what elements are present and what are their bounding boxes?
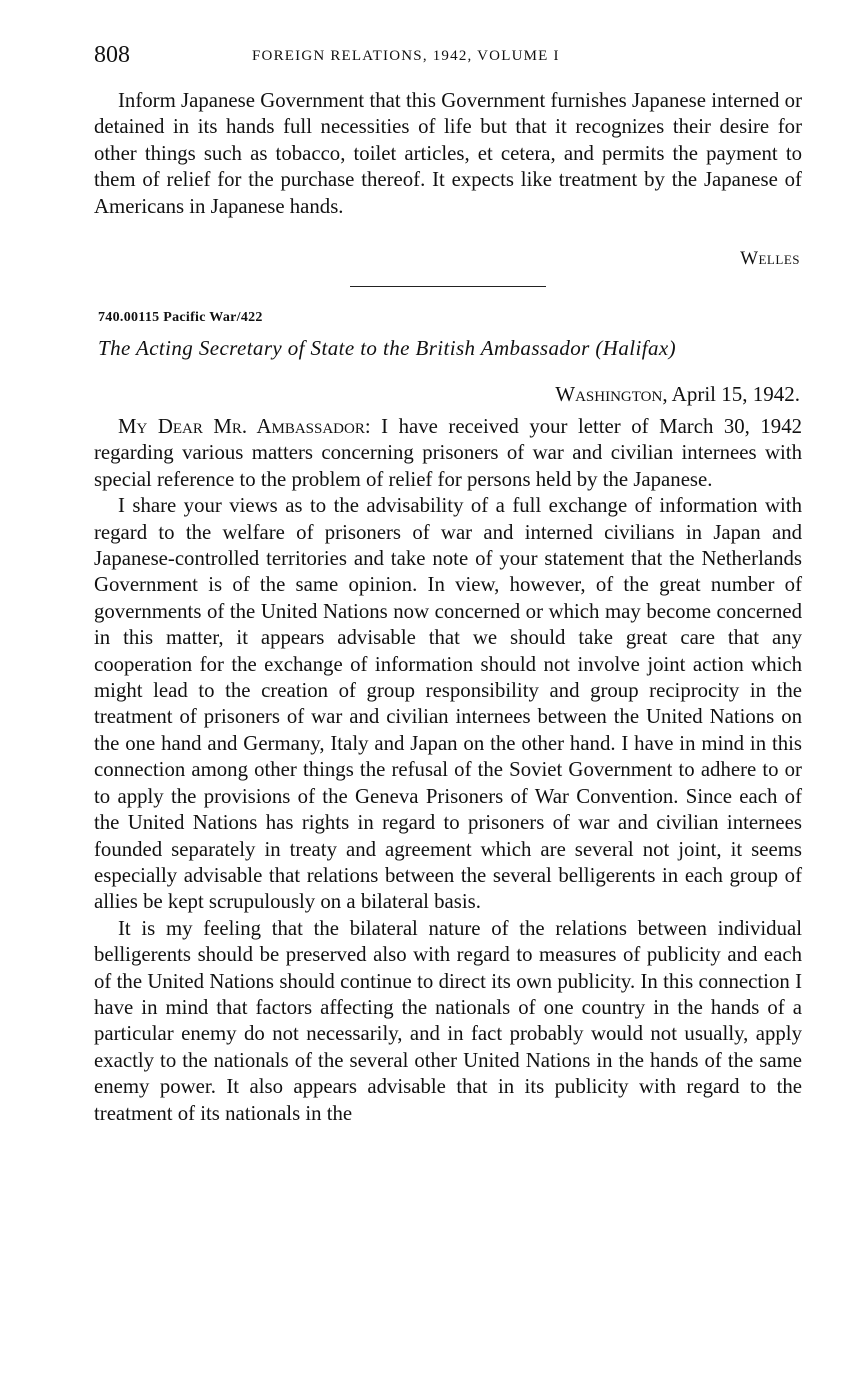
letter-paragraph-3: It is my feeling that the bilateral nature of the relations between individual belligerents should be preserved also with regard to measures of publicity and each of the United Nations should continue to direct its own publicity. In this connection I have in mind that factors affecting the nationals of one country in the hands of a particular enemy do not necessarily, and in fact probably would not usually, apply exactly to the nationals of the several other United Nations in the hands of the same enemy power. It also appears advisable that in its publicity with regard to the treatment of its nationals in the <box>94 916 802 1125</box>
page-number: 808 <box>94 42 130 68</box>
salutation: My Dear Mr. Ambassador: <box>118 415 371 438</box>
document-file-number: 740.00115 Pacific War/422 <box>98 310 263 325</box>
page-header <box>94 42 802 70</box>
dateline <box>555 382 800 407</box>
letter-paragraph-1 <box>94 414 802 493</box>
previous-document-closing-paragraph: Inform Japanese Government that this Government furnishes Japanese interned or detained in its hands full necessities of life but that it recognizes their desire for other things such as tobacco, toilet articles, et cetera, and permits the payment to them of relief for the purchase thereof. It expects like treatment by the Japanese of Americans in Japanese hands. <box>94 89 802 218</box>
letter-paragraph-1-text: I have received your letter of March 30, 1942 regarding various matters concerning prisoners of war and civilian internees with special reference to the problem of relief for persons held by the Japanese. <box>94 415 802 491</box>
dateline-place: Washington <box>555 382 663 406</box>
letter-body <box>94 414 802 1127</box>
document-title: The Acting Secretary of State to the British Ambassador (Halifax) <box>98 336 676 360</box>
dateline-date: , April 15, 1942. <box>662 382 800 406</box>
signature: Welles <box>740 248 800 269</box>
section-divider <box>350 286 546 287</box>
running-head: FOREIGN RELATIONS, 1942, VOLUME I <box>252 48 560 64</box>
document-page <box>94 0 802 1380</box>
letter-paragraph-2: I share your views as to the advisability of a full exchange of information with regard to the welfare of prisoners of war and interned civilians in Japan and Japanese-controlled territories and take note of your statement that the Netherlands Government is of the same opinion. In view, however, of the great number of governments of the United Nations now concerned or which may become concerned in this matter, it appears advisable that we should take great care that any cooperation for the exchange of information should not involve joint action which might lead to the creation of group responsibility and group reciprocity in the treatment of prisoners of war and civilian internees between the United Nations on the one hand and Germany, Italy and Japan on the other hand. I have in mind in this connection among other things the refusal of the Soviet Government to adhere to or to apply the provisions of the Geneva Prisoners of War Convention. Since each of the United Nations has rights in regard to prisoners of war and civilian internees founded separately in treaty and agreement which are several not joint, it seems especially advisable that relations between the several belligerents in each group of allies be kept scrupulously on a bilateral basis. <box>94 494 802 914</box>
